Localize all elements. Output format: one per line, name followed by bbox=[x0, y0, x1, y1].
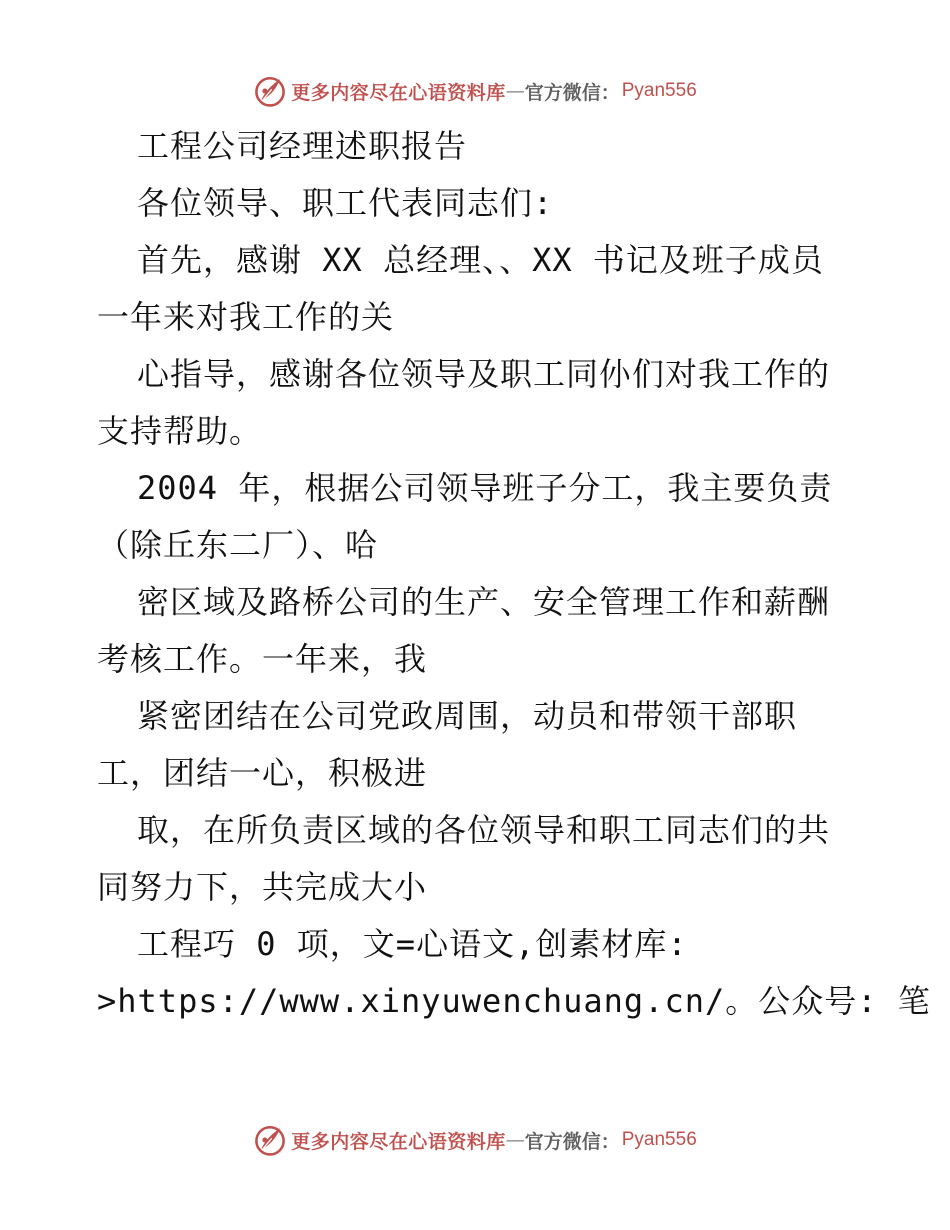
doc-line: 工程公司经理述职报告 bbox=[137, 127, 468, 165]
document-body bbox=[97, 118, 931, 1030]
doc-line: 各位领导、职工代表同志们: bbox=[137, 184, 554, 222]
doc-line: 2004 年，根据公司领导班子分工，我主要负责 bbox=[137, 469, 833, 507]
doc-line: 紧密团结在公司党政周围，动员和带领干部职 bbox=[137, 697, 798, 735]
watermark-label: 官方微信： bbox=[524, 81, 620, 104]
watermark-main-text: 更多内容尽在心语资料库 bbox=[291, 81, 506, 104]
doc-line: 同努力下，共完成大小 bbox=[97, 868, 428, 906]
doc-line: 工程巧 0 项，文=心语文,创素材库: bbox=[137, 925, 688, 963]
watermark-header bbox=[0, 71, 950, 111]
doc-line: 工，团结一心，积极进 bbox=[97, 754, 428, 792]
doc-line: 密区域及路桥公司的生产、安全管理工作和薪酬 bbox=[137, 583, 831, 621]
watermark-label: 官方微信： bbox=[524, 1130, 620, 1153]
doc-line: >https://www.xinyuwenchuang.cn/。公众号: 笔 bbox=[97, 982, 931, 1020]
watermark-dash: — bbox=[505, 1129, 525, 1151]
doc-line: 心指导，感谢各位领导及职工同仦们对我工作的 bbox=[137, 355, 831, 393]
quill-logo-icon bbox=[253, 74, 287, 108]
watermark-dash: — bbox=[505, 80, 525, 102]
doc-line: 支持帮助。 bbox=[97, 412, 263, 450]
watermark-id: Pyan556 bbox=[621, 1129, 697, 1150]
doc-line: 取，在所负责区域的各位领导和职工同志们的共 bbox=[137, 811, 831, 849]
watermark-footer bbox=[0, 1120, 950, 1160]
doc-line: 考核工作。一年来，我 bbox=[97, 640, 428, 678]
doc-line: （除丘东二厂）、哈 bbox=[97, 526, 379, 564]
quill-logo-icon bbox=[253, 1123, 287, 1157]
watermark-main-text: 更多内容尽在心语资料库 bbox=[291, 1130, 506, 1153]
doc-line: 一年来对我工作的关 bbox=[97, 298, 395, 336]
doc-line: 首先，感谢 XX 总经理、、XX 书记及班子成员 bbox=[137, 241, 824, 279]
watermark-id: Pyan556 bbox=[621, 80, 697, 101]
